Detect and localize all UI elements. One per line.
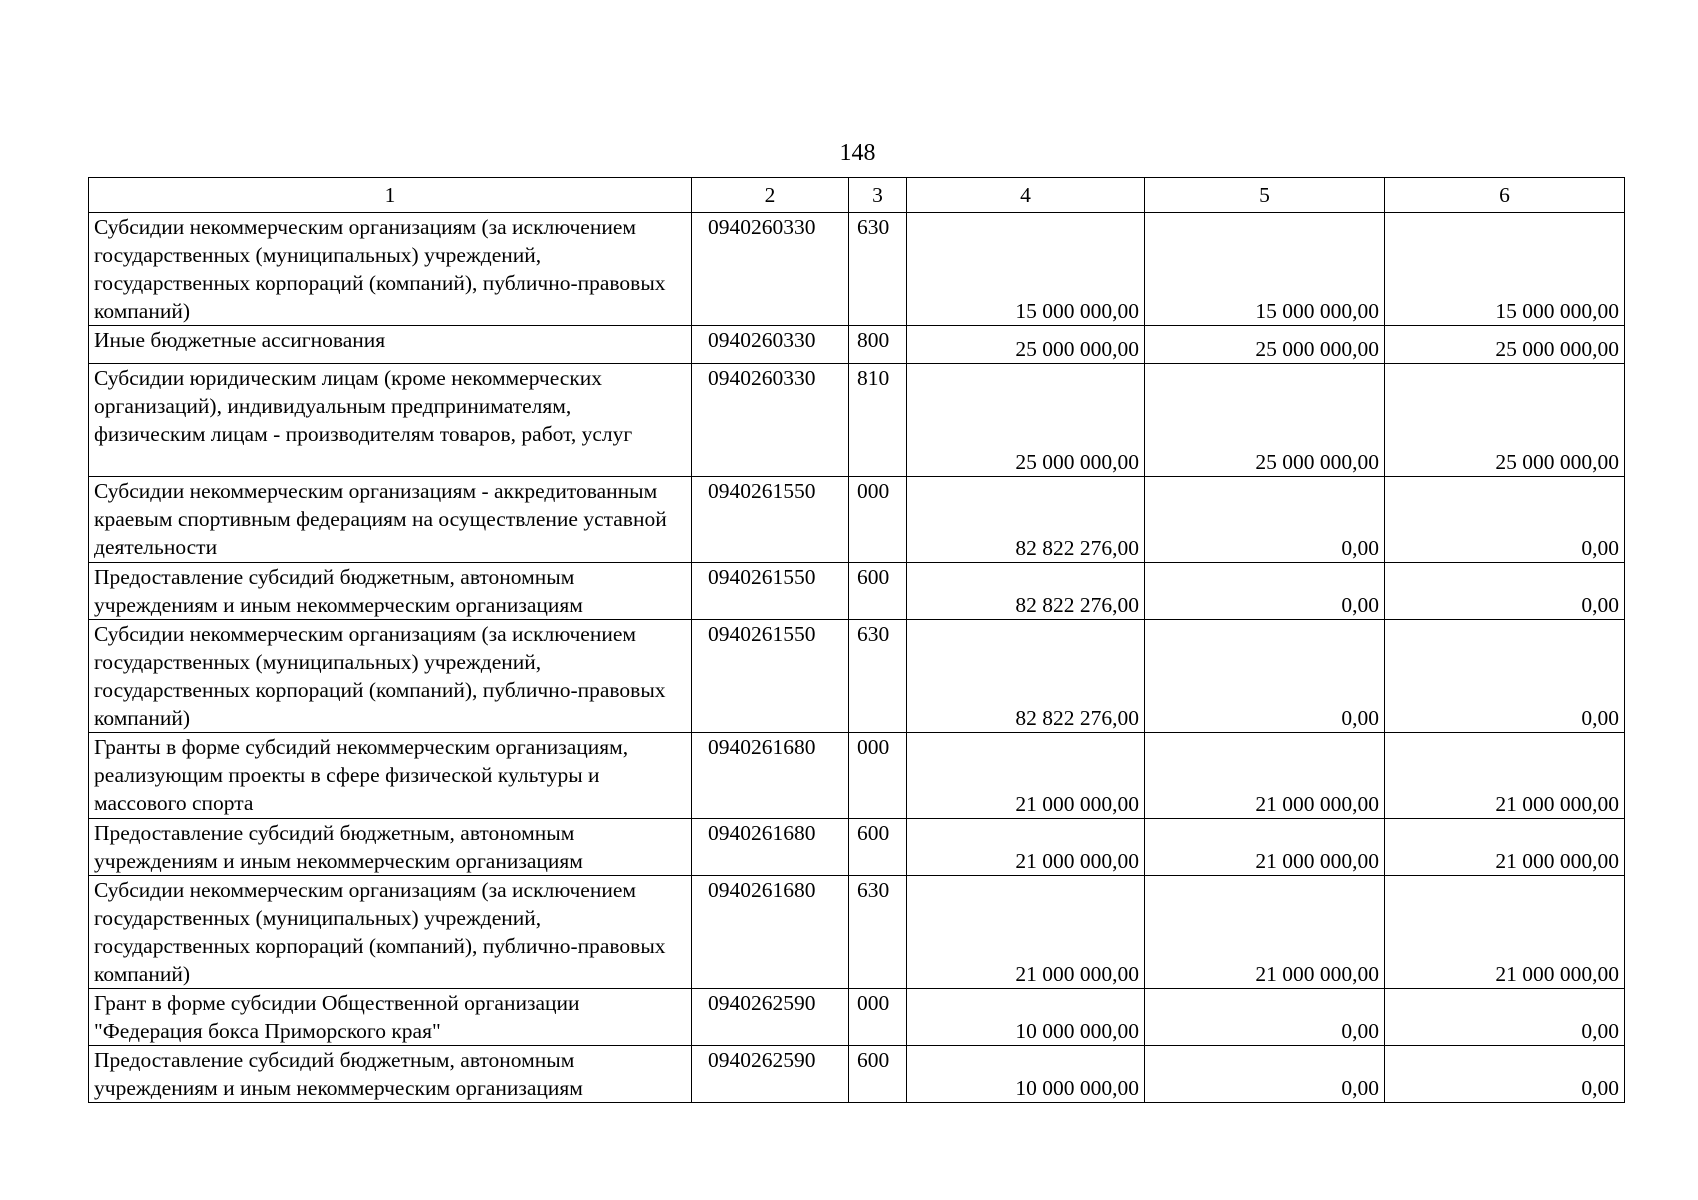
budget-table [88,177,1625,1103]
row-value-col6: 0,00 [1385,620,1625,733]
column-header: 5 [1145,178,1385,213]
row-value-col4: 15 000 000,00 [907,213,1145,326]
row-name: Грант в форме субсидии Общественной организации "Федерация бокса Приморского края" [89,989,692,1046]
row-value-col5: 0,00 [1145,989,1385,1046]
row-value-col6: 21 000 000,00 [1385,819,1625,876]
table-row [89,477,1625,563]
row-expense-type: 630 [849,876,907,989]
table-row [89,213,1625,326]
row-value-col4: 21 000 000,00 [907,733,1145,819]
row-expense-type: 000 [849,477,907,563]
row-target-code: 0940261550 [692,563,849,620]
row-value-col6: 0,00 [1385,477,1625,563]
row-value-col5: 21 000 000,00 [1145,819,1385,876]
row-expense-type: 600 [849,819,907,876]
column-header: 6 [1385,178,1625,213]
page-number: 148 [839,140,876,166]
row-expense-type: 000 [849,989,907,1046]
row-expense-type: 000 [849,733,907,819]
table-row [89,989,1625,1046]
row-value-col6: 0,00 [1385,989,1625,1046]
row-value-col4: 82 822 276,00 [907,477,1145,563]
column-header: 1 [89,178,692,213]
row-value-col6: 0,00 [1385,1046,1625,1103]
table-row [89,364,1625,477]
row-name: Субсидии некоммерческим организациям (за исключением государственных (муниципальных) учреждений, государственных корпораций (компаний), публично-правовых компаний) [89,620,692,733]
column-header: 2 [692,178,849,213]
row-value-col4: 25 000 000,00 [907,326,1145,364]
row-target-code: 0940260330 [692,364,849,477]
row-value-col4: 10 000 000,00 [907,989,1145,1046]
row-value-col5: 0,00 [1145,620,1385,733]
row-value-col5: 21 000 000,00 [1145,876,1385,989]
column-header: 3 [849,178,907,213]
row-target-code: 0940261680 [692,819,849,876]
row-expense-type: 810 [849,364,907,477]
row-expense-type: 600 [849,563,907,620]
row-name: Гранты в форме субсидий некоммерческим организациям, реализующим проекты в сфере физической культуры и массового спорта [89,733,692,819]
row-target-code: 0940260330 [692,213,849,326]
row-name: Субсидии некоммерческим организациям (за исключением государственных (муниципальных) учреждений, государственных корпораций (компаний), публично-правовых компаний) [89,213,692,326]
row-target-code: 0940261550 [692,620,849,733]
row-value-col4: 82 822 276,00 [907,563,1145,620]
row-expense-type: 800 [849,326,907,364]
row-name: Субсидии некоммерческим организациям (за исключением государственных (муниципальных) учреждений, государственных корпораций (компаний), публично-правовых компаний) [89,876,692,989]
row-value-col6: 21 000 000,00 [1385,733,1625,819]
row-value-col6: 21 000 000,00 [1385,876,1625,989]
row-value-col4: 82 822 276,00 [907,620,1145,733]
table-row [89,563,1625,620]
row-target-code: 0940261680 [692,876,849,989]
row-value-col5: 21 000 000,00 [1145,733,1385,819]
row-name: Иные бюджетные ассигнования [89,326,692,364]
table-row [89,326,1625,364]
row-value-col4: 21 000 000,00 [907,876,1145,989]
row-value-col5: 25 000 000,00 [1145,326,1385,364]
row-target-code: 0940262590 [692,1046,849,1103]
row-value-col5: 0,00 [1145,477,1385,563]
column-header: 4 [907,178,1145,213]
table-row [89,876,1625,989]
row-name: Субсидии некоммерческим организациям - аккредитованным краевым спортивным федерациям на осуществление уставной деятельности [89,477,692,563]
row-target-code: 0940261680 [692,733,849,819]
row-name: Предоставление субсидий бюджетным, автономным учреждениям и иным некоммерческим организациям [89,563,692,620]
row-value-col6: 15 000 000,00 [1385,213,1625,326]
table-header-row [89,178,1625,213]
row-name: Субсидии юридическим лицам (кроме некоммерческих организаций), индивидуальным предпринимателям, физическим лицам - производителям товаров, работ, услуг [89,364,692,477]
table-row [89,1046,1625,1103]
row-value-col6: 25 000 000,00 [1385,364,1625,477]
row-value-col4: 10 000 000,00 [907,1046,1145,1103]
row-value-col5: 15 000 000,00 [1145,213,1385,326]
table-row [89,620,1625,733]
row-value-col4: 21 000 000,00 [907,819,1145,876]
row-value-col5: 25 000 000,00 [1145,364,1385,477]
row-expense-type: 600 [849,1046,907,1103]
row-target-code: 0940262590 [692,989,849,1046]
row-name: Предоставление субсидий бюджетным, автономным учреждениям и иным некоммерческим организациям [89,819,692,876]
row-expense-type: 630 [849,620,907,733]
row-value-col4: 25 000 000,00 [907,364,1145,477]
row-value-col5: 0,00 [1145,1046,1385,1103]
row-target-code: 0940261550 [692,477,849,563]
row-expense-type: 630 [849,213,907,326]
table-row [89,819,1625,876]
row-value-col6: 25 000 000,00 [1385,326,1625,364]
row-value-col6: 0,00 [1385,563,1625,620]
table-row [89,733,1625,819]
row-target-code: 0940260330 [692,326,849,364]
row-value-col5: 0,00 [1145,563,1385,620]
row-name: Предоставление субсидий бюджетным, автономным учреждениям и иным некоммерческим организациям [89,1046,692,1103]
